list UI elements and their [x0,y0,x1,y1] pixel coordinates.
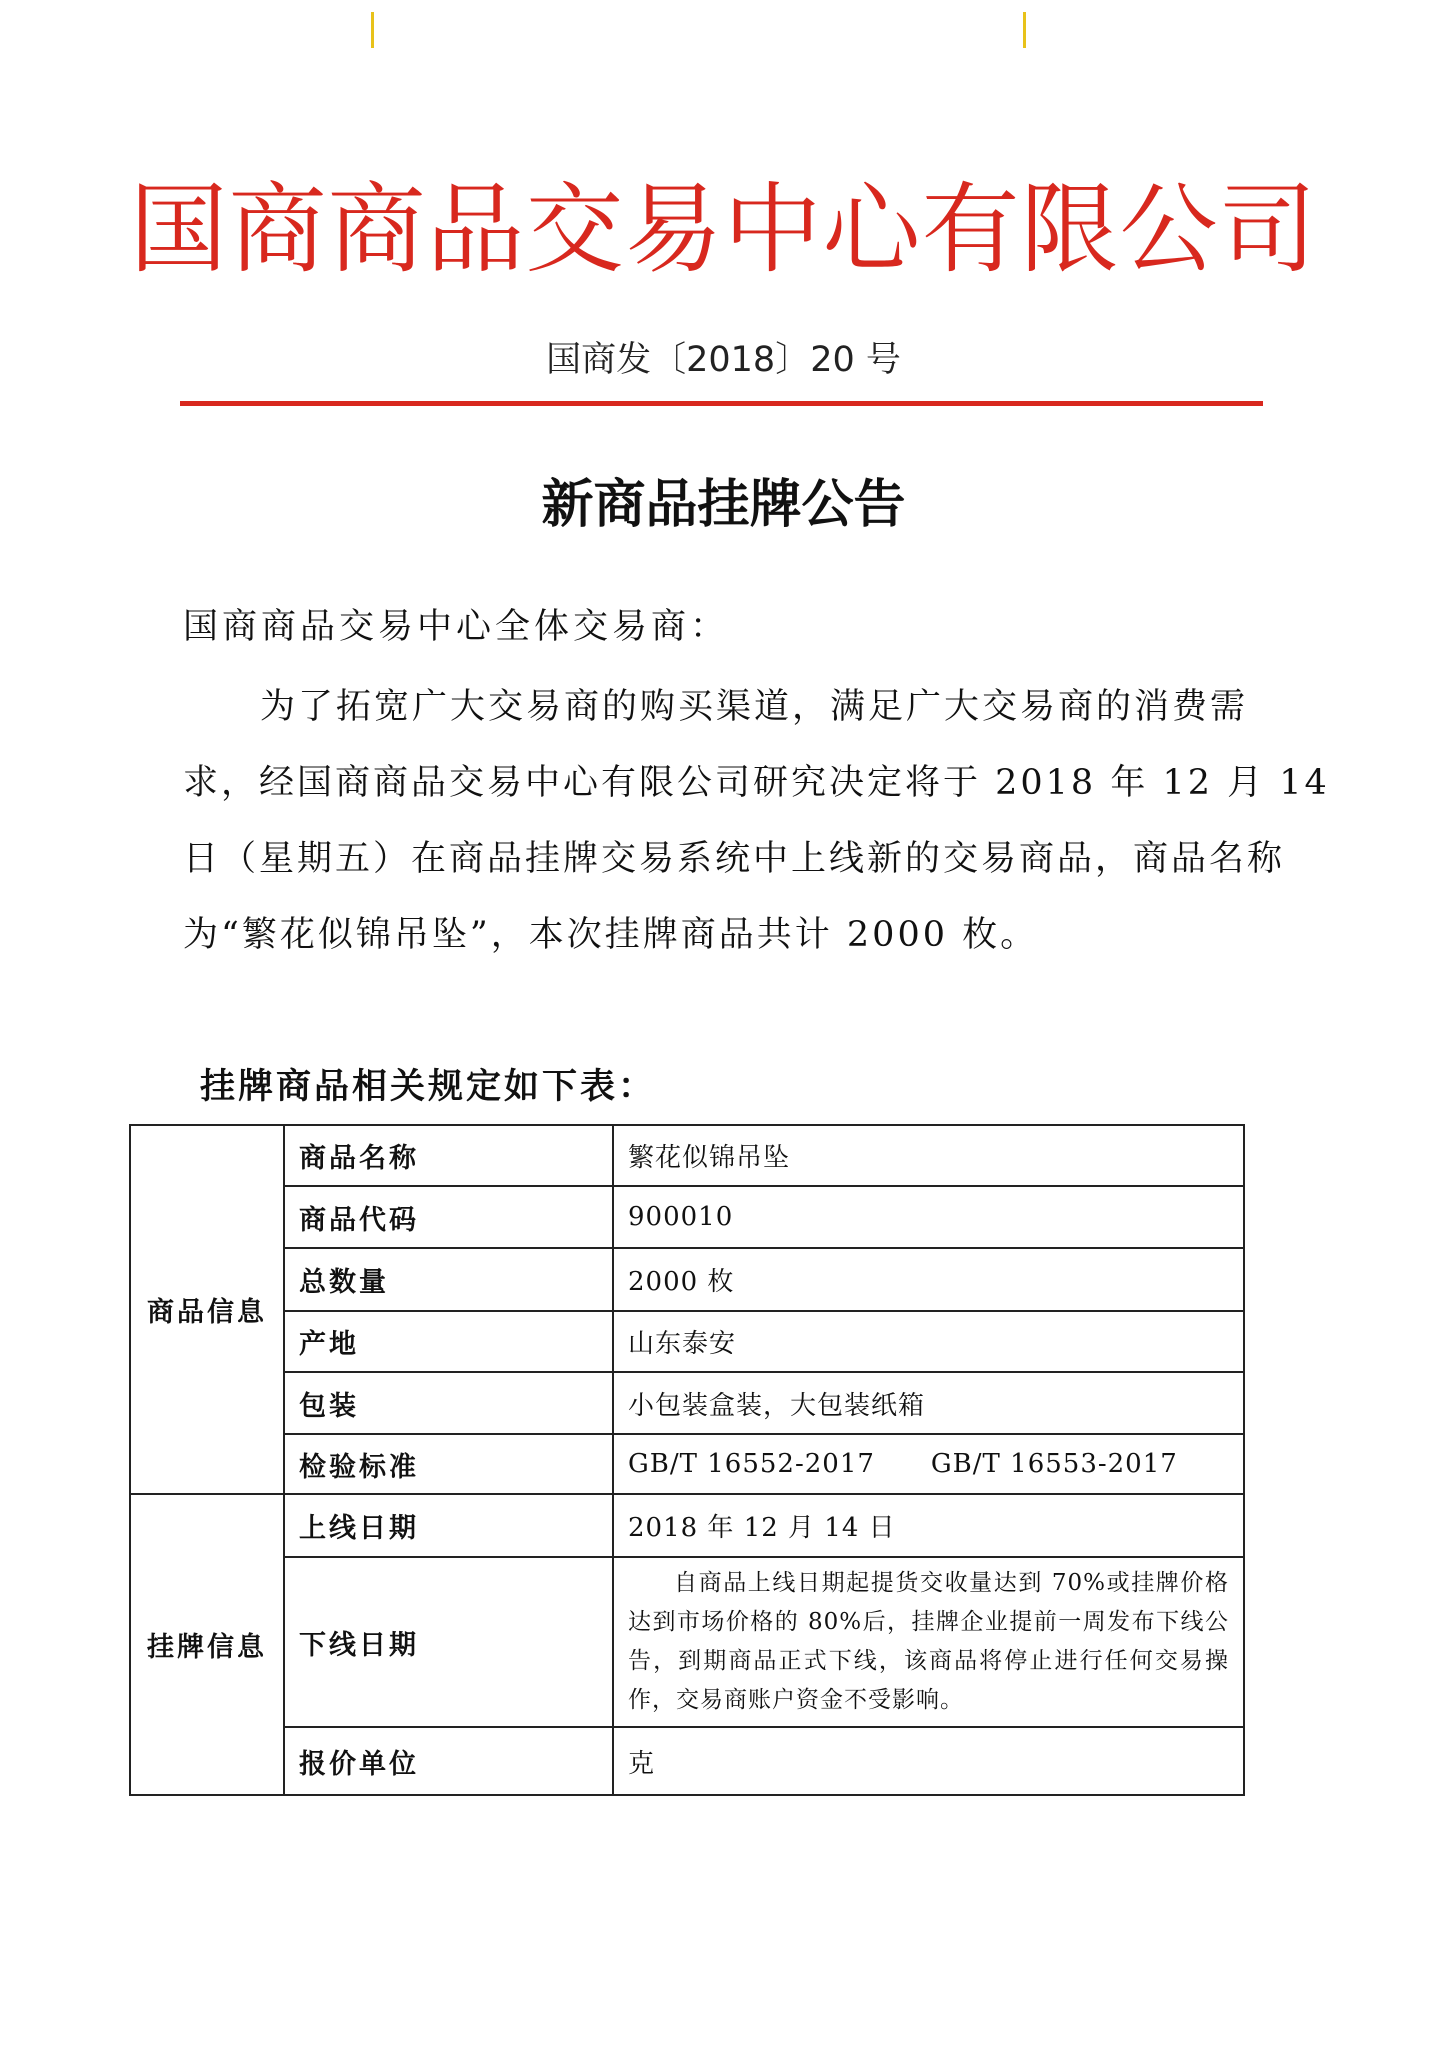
field-label: 检验标准 [284,1434,613,1494]
field-label: 包装 [284,1372,613,1434]
table-row [130,1125,1244,1186]
table-row [130,1557,1244,1727]
description-text: 自商品上线日期起提货交收量达到 70%或挂牌价格达到市场价格的 80%后，挂牌企业提前一周发布下线公告，到期商品正式下线，该商品将停止进行任何交易操作，交易商账户资金不受影响。 [628,1570,1229,1713]
field-value-description [613,1557,1244,1727]
company-header: 国商商品交易中心有限公司 [129,173,1318,287]
listing-spec-table [129,1124,1245,1796]
table-row [130,1372,1244,1434]
body-paragraph-line: 为“繁花似锦吊坠”，本次挂牌商品共计 2000 枚。 [183,915,1039,955]
field-label: 商品名称 [284,1125,613,1186]
field-label: 上线日期 [284,1494,613,1557]
group-label-listing-info: 挂牌信息 [130,1494,284,1795]
table-row [130,1434,1244,1494]
field-label: 产地 [284,1311,613,1372]
body-paragraph-line: 为了拓宽广大交易商的购买渠道，满足广大交易商的消费需 [260,687,1249,727]
body-paragraph-line: 日（星期五）在商品挂牌交易系统中上线新的交易商品，商品名称 [183,839,1286,879]
group-label-product-info: 商品信息 [130,1125,284,1494]
page-edge-mark [1023,12,1026,48]
field-value: 山东泰安 [613,1311,1244,1372]
table-row [130,1311,1244,1372]
field-label: 商品代码 [284,1186,613,1248]
salutation: 国商商品交易中心全体交易商： [183,607,730,647]
field-value [613,1434,1244,1494]
table-caption: 挂牌商品相关规定如下表： [200,1066,657,1107]
field-value: 小包装盒装，大包装纸箱 [613,1372,1244,1434]
field-value: 2000 枚 [613,1248,1244,1311]
field-value: 2018 年 12 月 14 日 [613,1494,1244,1557]
notice-title: 新商品挂牌公告 [541,475,906,535]
table-row [130,1248,1244,1311]
field-value: 克 [613,1727,1244,1795]
field-label: 报价单位 [284,1727,613,1795]
page-edge-mark [371,12,374,48]
table-row [130,1186,1244,1248]
table-row [130,1494,1244,1557]
field-value: 繁花似锦吊坠 [613,1125,1244,1186]
document-number: 国商发〔2018〕20 号 [546,340,901,380]
table-row [130,1727,1244,1795]
standard-code: GB/T 16552-2017 [628,1449,875,1479]
field-label: 总数量 [284,1248,613,1311]
header-divider [180,401,1263,406]
field-label: 下线日期 [284,1557,613,1727]
standard-code: GB/T 16553-2017 [930,1449,1178,1479]
body-paragraph-line: 求，经国商商品交易中心有限公司研究决定将于 2018 年 12 月 14 [183,763,1330,803]
field-value: 900010 [613,1186,1244,1248]
